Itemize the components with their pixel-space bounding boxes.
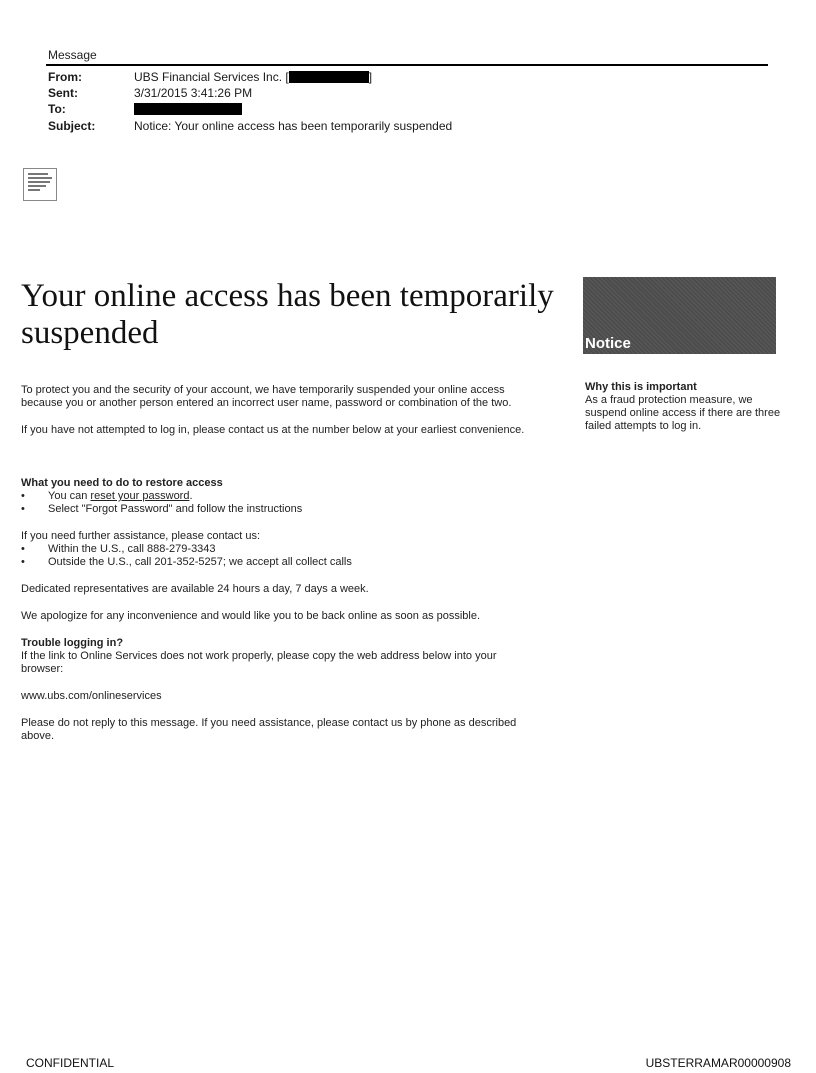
notice-banner	[583, 277, 776, 354]
subject-label: Subject:	[48, 119, 96, 133]
header-divider	[46, 64, 768, 66]
subject-value: Notice: Your online access has been temporarily suspended	[134, 119, 453, 133]
to-label: To:	[48, 102, 66, 116]
message-body	[21, 384, 541, 743]
do-not-reply-paragraph: Please do not reply to this message. If you need assistance, please contact us by phone as described above.	[21, 717, 517, 742]
trouble-logging-in-heading: Trouble logging in?	[21, 637, 124, 649]
assistance-bullet-2: Outside the U.S., call 201-352-5257; we accept all collect calls	[48, 556, 352, 568]
trouble-paragraph: If the link to Online Services does not work properly, please copy the web address below into your browser:	[21, 650, 497, 675]
restore-bullet-1-period: .	[189, 490, 193, 502]
sent-value: 3/31/2015 3:41:26 PM	[134, 86, 253, 100]
thumbnail-line	[28, 185, 46, 187]
sidebar-info	[585, 381, 785, 433]
restore-bullet-1	[48, 490, 193, 503]
list-item	[21, 503, 541, 516]
restore-bullet-1-text: You can	[48, 490, 91, 502]
message-label: Message	[48, 48, 97, 62]
from-sender: UBS Financial Services Inc. [	[134, 70, 289, 84]
page-title: Your online access has been temporarily suspended	[21, 278, 554, 351]
notice-label: Notice	[585, 335, 631, 352]
sent-label: Sent:	[48, 86, 78, 100]
apology-paragraph: We apologize for any inconvenience and would like you to be back online as soon as possible.	[21, 610, 481, 622]
bullet-icon: •	[21, 543, 25, 555]
list-item	[21, 543, 541, 556]
restore-bullet-2: Select "Forgot Password" and follow the instructions	[48, 503, 303, 515]
sidebar-title: Why this is important	[585, 381, 697, 393]
redaction-block	[134, 103, 242, 115]
restore-access-heading: What you need to do to restore access	[21, 477, 223, 489]
thumbnail-line	[28, 177, 52, 179]
assistance-intro: If you need further assistance, please contact us:	[21, 530, 261, 542]
sidebar-text: As a fraud protection measure, we suspend online access if there are three failed attempts to log in.	[585, 394, 781, 432]
bullet-icon: •	[21, 503, 25, 515]
bates-number: UBSTERRAMAR00000908	[645, 1056, 791, 1070]
availability-paragraph: Dedicated representatives are available 24 hours a day, 7 days a week.	[21, 583, 369, 595]
from-bracket-close: ]	[368, 70, 373, 84]
embedded-image-thumbnail	[23, 168, 57, 201]
list-item	[21, 490, 541, 503]
thumbnail-line	[28, 173, 48, 175]
thumbnail-line	[28, 181, 50, 183]
from-label: From:	[48, 70, 82, 84]
list-item	[21, 556, 541, 569]
web-address: www.ubs.com/onlineservices	[21, 690, 162, 702]
bullet-icon: •	[21, 556, 25, 568]
assistance-bullet-1: Within the U.S., call 888-279-3343	[48, 543, 216, 555]
bullet-icon: •	[21, 490, 25, 502]
intro-paragraph: To protect you and the security of your account, we have temporarily suspended your online access because you or another person entered an incorrect user name, password or combination of the two.	[21, 384, 512, 409]
to-value	[134, 101, 242, 117]
thumbnail-line	[28, 189, 40, 191]
confidential-label: CONFIDENTIAL	[26, 1056, 115, 1070]
redaction-block	[289, 71, 369, 83]
from-value	[134, 69, 372, 85]
reset-password-link[interactable]: reset your password	[90, 490, 190, 502]
contact-note-paragraph: If you have not attempted to log in, please contact us at the number below at your earliest convenience.	[21, 424, 525, 436]
